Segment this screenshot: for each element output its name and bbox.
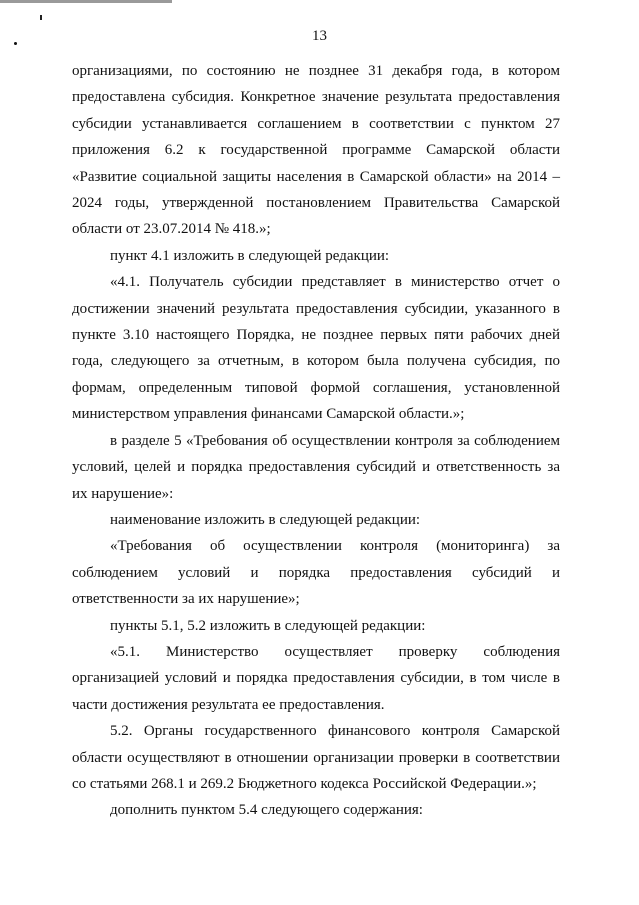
paragraph-instruction: пункт 4.1 изложить в следующей редакции: [110,247,390,264]
paragraph-section-5: в разделе 5 «Требования об осуществлении контроля за соблюдением условий, целей и порядка предоставления субсидий и ответственность за их нарушение»: [72,432,560,502]
paragraph-instruction: дополнить пунктом 5.4 следующего содержания: [110,802,423,819]
paragraph-continuation: организациями, по состоянию не позднее 31 декабря года, в котором предоставлена субсидия. Конкретное значение результата предоставления субсидии устанавливается соглашением в соответствии с пунктом 27 приложения 6.2 к государственной программе Самарской области «Развитие социальной защиты населения в Самарской области» на 2014 – 2024 годы, утвержденной постановлением Правительства Самарской области от 23.07.2014 № 418.»; [72,63,560,238]
paragraph-instruction: наименование изложить в следующей редакции: [110,511,421,528]
paragraph-clause-4-1: «4.1. Получатель субсидии представляет в министерство отчет о достижении значений результата предоставления субсидии, указанного в пункте 3.10 настоящего Порядка, не позднее первых пяти рабочих дней года, следующего за отчетным, в котором была получена субсидия, по формам, определенным типовой формой соглашения, установленной министерством управления финансами Самарской области.»; [72,274,560,423]
paragraph-clause-5-1: «5.1. Министерство осуществляет проверку соблюдения организацией условий и порядка предоставления субсидии, в том числе в части достижения результата ее предоставления. [72,643,560,713]
scan-speck [40,15,42,20]
paragraph-instruction: пункты 5.1, 5.2 изложить в следующей редакции: [110,617,426,634]
page-number: 13 [312,28,327,44]
paragraph-clause-5-2: 5.2. Органы государственного финансового контроля Самарской области осуществляют в отношении организации проверки в соответствии со статьями 268.1 и 269.2 Бюджетного кодекса Российской Федерации.»; [72,723,560,792]
document-body [72,58,560,824]
scan-border-artifact [0,0,172,3]
paragraph-section-title: «Требования об осуществлении контроля (мониторинга) за соблюдением условий и порядка предоставления субсидий и ответственности за их нарушение»; [72,538,560,608]
